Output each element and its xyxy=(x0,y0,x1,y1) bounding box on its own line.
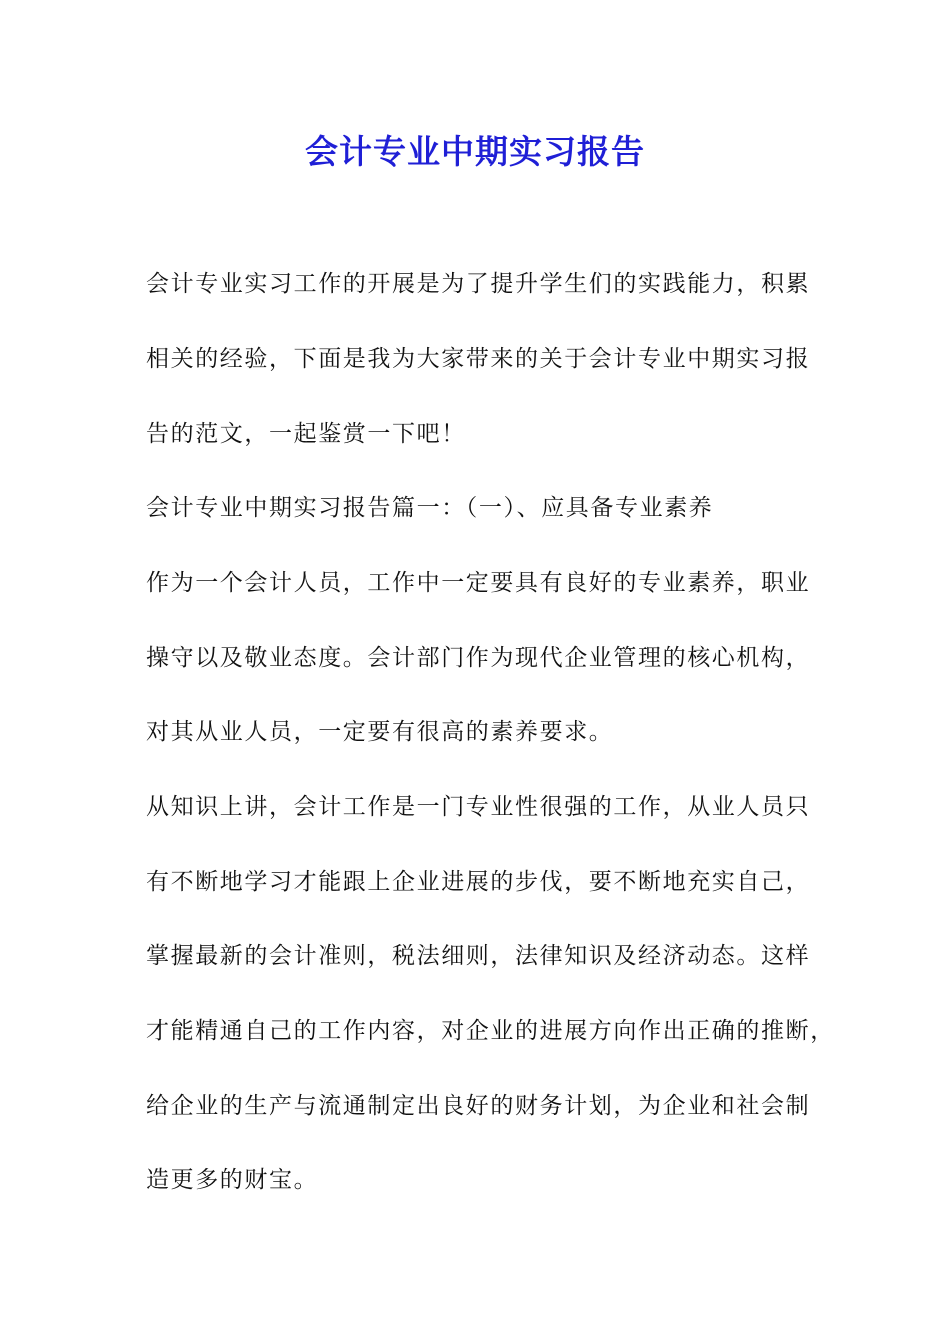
body-line: 操守以及敬业态度。会计部门作为现代企业管理的核心机构， xyxy=(146,645,811,671)
body-line: 作为一个会计人员，工作中一定要具有良好的专业素养，职业 xyxy=(146,570,811,596)
body-line: 从知识上讲，会计工作是一门专业性很强的工作，从业人员只 xyxy=(146,794,811,820)
body-line: 告的范文，一起鉴赏一下吧！ xyxy=(146,421,466,447)
body-line: 给企业的生产与流通制定出良好的财务计划，为企业和社会制 xyxy=(146,1093,811,1119)
body-line: 才能精通自己的工作内容，对企业的进展方向作出正确的推断， xyxy=(146,1018,835,1044)
body-line: 会计专业实习工作的开展是为了提升学生们的实践能力，积累 xyxy=(146,271,811,297)
body-line: 造更多的财宝。 xyxy=(146,1167,319,1193)
document-title: 会计专业中期实习报告 xyxy=(305,132,645,171)
body-line: 对其从业人员，一定要有很高的素养要求。 xyxy=(146,719,614,745)
section-heading: 会计专业中期实习报告篇一：（一）、应具备专业素养 xyxy=(146,495,714,521)
body-line: 有不断地学习才能跟上企业进展的步伐，要不断地充实自己， xyxy=(146,869,811,895)
body-line: 掌握最新的会计准则，税法细则，法律知识及经济动态。这样 xyxy=(146,943,811,969)
body-line: 相关的经验，下面是我为大家带来的关于会计专业中期实习报 xyxy=(146,346,811,372)
